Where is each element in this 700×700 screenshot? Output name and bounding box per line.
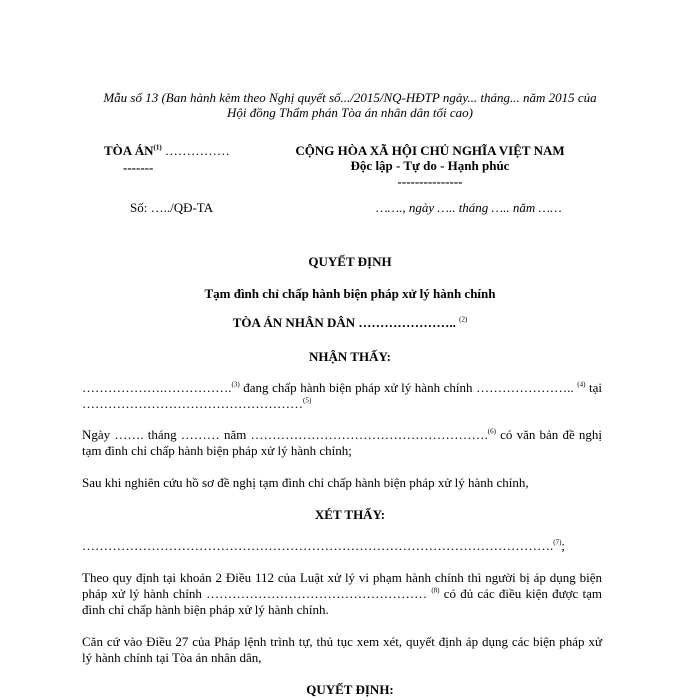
national-title: CỘNG HÒA XÃ HỘI CHỦ NGHĨA VIỆT NAM bbox=[295, 143, 565, 158]
paragraph-request: Ngày ……. tháng ……… năm ……………………………………………….$^{(6)}$ có văn bản đề nghị tạm đình chỉ chấp hành biện pháp xử lý hành chính; bbox=[82, 427, 602, 458]
decision-number: Số: …../QĐ-TA bbox=[130, 200, 214, 215]
document-title: QUYẾT ĐỊNH bbox=[308, 254, 392, 269]
paragraph-reasons: ……………………………………………………………………………………………….$^{(7)}$; bbox=[82, 538, 566, 553]
motto-dash: --------------- bbox=[397, 174, 463, 189]
section-heading-considerations: XÉT THẤY: bbox=[314, 507, 386, 522]
document-subtitle: Tạm đình chỉ chấp hành biện pháp xử lý hành chính bbox=[204, 286, 496, 301]
footnote-ref-2: (2) bbox=[459, 315, 468, 324]
court-header-dash: ------- bbox=[123, 160, 154, 175]
footnote-ref-1: (1) bbox=[153, 143, 162, 152]
section-heading-findings: NHẬN THẤY: bbox=[309, 349, 391, 364]
form-note-line1: Mẫu số 13 (Ban hành kèm theo Nghị quyết số.../2015/NQ-HĐTP ngày... tháng... năm 2015 của bbox=[103, 90, 597, 105]
paragraph-review: Sau khi nghiên cứu hồ sơ đề nghị tạm đình chỉ chấp hành biện pháp xử lý hành chính, bbox=[82, 475, 529, 490]
paragraph-legal-basis: Theo quy định tại khoản 2 Điều 112 của Luật xử lý vi phạm hành chính thì người bị áp dụng biện pháp xử lý hành chính …………………………………………… $^{(8)}$ có đủ các điều kiện được tạm đình chỉ chấp hành biện pháp xử lý hành chính. bbox=[82, 570, 602, 617]
section-heading-decision: QUYẾT ĐỊNH: bbox=[306, 682, 394, 697]
paragraph-subject: ……………….…………….$^{(3)}$ đang chấp hành biện pháp xử lý hành chính ………………….. $^{(4)}$ tại ……………………………………………$^{(5)}$ bbox=[82, 380, 602, 411]
form-note-line2: Hội đồng Thẩm phán Tòa án nhân dân tối cao) bbox=[227, 105, 473, 120]
court-name: TÒA ÁN NHÂN DÂN ………………….. $^{(2)}$ bbox=[232, 315, 468, 330]
place-date: ……., ngày ….. tháng ….. năm …… bbox=[376, 200, 562, 215]
national-motto: Độc lập - Tự do - Hạnh phúc bbox=[350, 158, 510, 173]
court-header: TÒA ÁN$^{(1)}$ …………… bbox=[104, 143, 230, 158]
paragraph-pursuant: Căn cứ vào Điều 27 của Pháp lệnh trình tự, thủ tục xem xét, quyết định áp dụng các biện pháp xử lý hành chính tại Tòa án nhân dân, bbox=[82, 634, 602, 665]
